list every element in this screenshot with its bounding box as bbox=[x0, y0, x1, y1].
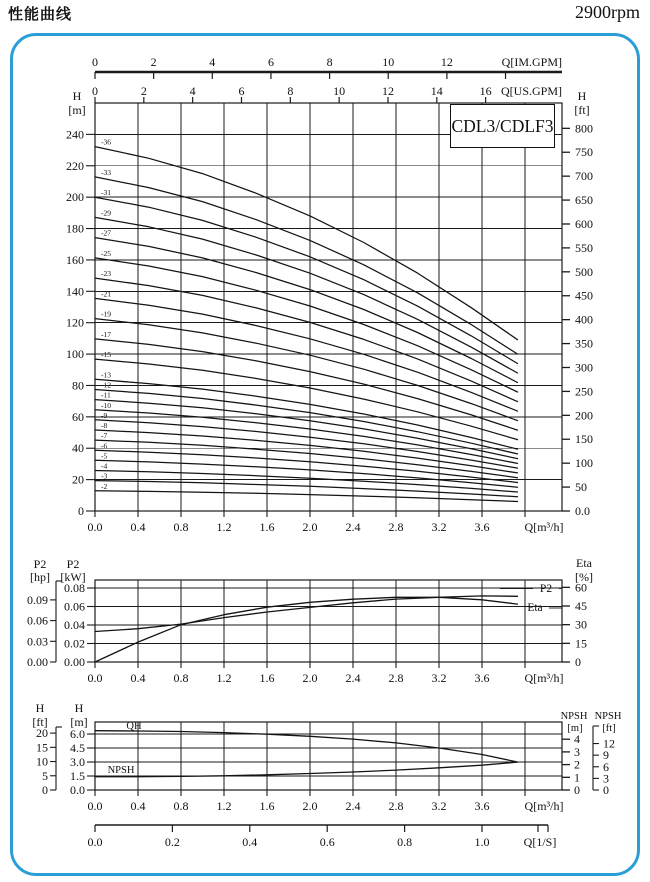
pe-grid bbox=[95, 580, 562, 662]
svg-text:0.04: 0.04 bbox=[64, 618, 85, 632]
svg-text:3.6: 3.6 bbox=[474, 520, 490, 534]
svg-text:2.4: 2.4 bbox=[345, 799, 361, 813]
svg-text:0.0: 0.0 bbox=[575, 504, 590, 518]
svg-text:50: 50 bbox=[575, 480, 587, 495]
svg-text:6: 6 bbox=[603, 759, 609, 774]
svg-text:500: 500 bbox=[575, 264, 593, 279]
head-curve-25 bbox=[95, 258, 518, 392]
svg-text:4: 4 bbox=[189, 84, 196, 98]
svg-text:8: 8 bbox=[287, 84, 294, 98]
np-curve-labels bbox=[108, 721, 142, 776]
svg-text:2.8: 2.8 bbox=[388, 799, 404, 813]
svg-text:[ft]: [ft] bbox=[602, 723, 616, 734]
svg-text:Q[1/S]: Q[1/S] bbox=[523, 835, 557, 849]
svg-text:-27: -27 bbox=[101, 228, 111, 238]
pe-curves bbox=[95, 596, 518, 662]
svg-text:9: 9 bbox=[603, 748, 609, 763]
us-gpm-axis bbox=[92, 84, 562, 103]
svg-text:2: 2 bbox=[150, 55, 157, 69]
svg-text:Eta: Eta bbox=[527, 602, 543, 614]
svg-text:12: 12 bbox=[603, 736, 615, 751]
np-curves bbox=[95, 731, 518, 777]
svg-text:-4: -4 bbox=[101, 461, 108, 471]
np-x-axis bbox=[88, 790, 564, 813]
svg-text:5: 5 bbox=[42, 768, 48, 783]
svg-text:H: H bbox=[72, 89, 82, 103]
svg-text:3.2: 3.2 bbox=[431, 799, 447, 813]
svg-text:-11: -11 bbox=[101, 390, 111, 400]
qh-npsh-chart bbox=[32, 701, 621, 813]
npsh-m-axis bbox=[561, 711, 588, 797]
svg-text:-36: -36 bbox=[101, 137, 111, 147]
svg-text:140: 140 bbox=[66, 284, 84, 299]
svg-text:100: 100 bbox=[66, 347, 84, 362]
svg-text:300: 300 bbox=[575, 360, 593, 375]
svg-text:[m]: [m] bbox=[68, 103, 86, 117]
svg-text:H: H bbox=[74, 701, 84, 715]
svg-text:0.0: 0.0 bbox=[70, 783, 85, 797]
svg-text:3: 3 bbox=[603, 771, 609, 786]
svg-text:-5: -5 bbox=[101, 451, 108, 461]
svg-text:-8: -8 bbox=[101, 421, 108, 431]
svg-text:40: 40 bbox=[72, 441, 84, 456]
svg-text:[hp]: [hp] bbox=[30, 570, 50, 584]
h-ft-axis-bottom bbox=[32, 701, 62, 797]
svg-text:8: 8 bbox=[326, 55, 333, 69]
svg-text:3.2: 3.2 bbox=[431, 520, 447, 534]
model-badge: CDL3/CDLF3 bbox=[450, 104, 555, 148]
svg-text:12: 12 bbox=[440, 55, 453, 69]
p2-curve bbox=[95, 596, 518, 632]
svg-text:-17: -17 bbox=[101, 329, 111, 339]
svg-text:0.8: 0.8 bbox=[173, 520, 189, 534]
svg-text:[kW]: [kW] bbox=[60, 570, 86, 584]
svg-text:0: 0 bbox=[78, 504, 84, 518]
svg-text:-7: -7 bbox=[101, 431, 108, 441]
npsh-ft-axis bbox=[593, 711, 622, 797]
svg-text:-29: -29 bbox=[101, 208, 111, 218]
svg-text:Q[IM.GPM]: Q[IM.GPM] bbox=[501, 55, 562, 69]
svg-text:0.03: 0.03 bbox=[27, 634, 48, 649]
svg-text:800: 800 bbox=[575, 121, 593, 136]
head-curve-33 bbox=[95, 177, 518, 354]
svg-text:45: 45 bbox=[575, 599, 587, 614]
svg-text:0.2: 0.2 bbox=[164, 835, 180, 849]
svg-text:Q[m³/h]: Q[m³/h] bbox=[524, 671, 564, 685]
svg-text:-9: -9 bbox=[101, 410, 108, 420]
svg-text:0.0: 0.0 bbox=[87, 835, 103, 849]
svg-text:2.4: 2.4 bbox=[345, 671, 361, 685]
svg-text:12: 12 bbox=[381, 84, 394, 98]
svg-text:[m]: [m] bbox=[70, 715, 88, 729]
svg-text:[ft]: [ft] bbox=[32, 715, 48, 729]
svg-text:10: 10 bbox=[382, 55, 395, 69]
svg-text:-6: -6 bbox=[101, 441, 108, 451]
svg-text:1.6: 1.6 bbox=[259, 799, 275, 813]
svg-text:3.0: 3.0 bbox=[70, 755, 85, 770]
svg-text:0.02: 0.02 bbox=[64, 636, 85, 651]
svg-text:15: 15 bbox=[575, 636, 587, 651]
svg-text:1.5: 1.5 bbox=[70, 769, 85, 784]
h-m-axis-bottom bbox=[70, 701, 95, 797]
svg-text:0: 0 bbox=[92, 84, 98, 98]
svg-text:250: 250 bbox=[575, 384, 593, 399]
head-curve-36 bbox=[95, 147, 518, 340]
svg-text:0.06: 0.06 bbox=[27, 613, 48, 628]
svg-text:-25: -25 bbox=[101, 248, 111, 258]
main-grid bbox=[95, 103, 562, 511]
svg-text:0.0: 0.0 bbox=[87, 520, 103, 534]
svg-text:3.6: 3.6 bbox=[474, 799, 490, 813]
svg-text:10: 10 bbox=[333, 84, 346, 98]
svg-text:0.4: 0.4 bbox=[130, 799, 146, 813]
svg-text:0.4: 0.4 bbox=[130, 520, 146, 534]
svg-text:100: 100 bbox=[575, 456, 593, 471]
svg-text:3.2: 3.2 bbox=[431, 671, 447, 685]
svg-text:150: 150 bbox=[575, 432, 593, 447]
rpm-label: 2900rpm bbox=[575, 2, 640, 22]
power-efficiency-chart bbox=[27, 556, 593, 685]
svg-text:Q[US.GPM]: Q[US.GPM] bbox=[500, 84, 562, 98]
svg-text:1.2: 1.2 bbox=[216, 520, 232, 534]
svg-text:550: 550 bbox=[575, 240, 593, 255]
svg-text:6: 6 bbox=[267, 55, 274, 69]
p2-kw-axis bbox=[60, 557, 95, 669]
svg-text:Eta: Eta bbox=[576, 556, 592, 570]
svg-text:10: 10 bbox=[36, 754, 48, 769]
svg-text:350: 350 bbox=[575, 336, 593, 351]
svg-text:240: 240 bbox=[66, 127, 84, 142]
svg-text:450: 450 bbox=[575, 288, 593, 303]
svg-text:0.08: 0.08 bbox=[64, 581, 85, 595]
svg-text:0: 0 bbox=[42, 783, 48, 797]
svg-text:2.0: 2.0 bbox=[302, 520, 318, 534]
svg-text:2.0: 2.0 bbox=[302, 799, 318, 813]
h-m-axis bbox=[66, 89, 95, 518]
svg-text:60: 60 bbox=[575, 580, 587, 595]
svg-text:0: 0 bbox=[92, 55, 98, 69]
svg-text:2: 2 bbox=[140, 84, 147, 98]
svg-text:400: 400 bbox=[575, 312, 593, 327]
svg-text:0.00: 0.00 bbox=[64, 655, 85, 669]
eta-curve bbox=[95, 597, 518, 662]
svg-text:H: H bbox=[35, 701, 45, 715]
svg-text:-12: -12 bbox=[101, 380, 111, 390]
head-curve-19 bbox=[95, 319, 518, 421]
svg-text:0.4: 0.4 bbox=[242, 835, 258, 849]
svg-text:60: 60 bbox=[72, 409, 84, 424]
svg-text:[%]: [%] bbox=[575, 570, 593, 584]
svg-text:750: 750 bbox=[575, 145, 593, 160]
svg-text:NPSH: NPSH bbox=[594, 711, 622, 722]
svg-text:1: 1 bbox=[574, 770, 580, 785]
svg-text:1.2: 1.2 bbox=[216, 671, 232, 685]
svg-text:0: 0 bbox=[603, 783, 609, 797]
svg-text:2.8: 2.8 bbox=[388, 671, 404, 685]
svg-text:80: 80 bbox=[72, 378, 84, 393]
svg-text:QH: QH bbox=[126, 721, 142, 732]
svg-text:6: 6 bbox=[238, 84, 245, 98]
qh-curve bbox=[95, 731, 518, 762]
svg-text:220: 220 bbox=[66, 158, 84, 173]
svg-text:0.06: 0.06 bbox=[64, 599, 85, 614]
svg-text:0.0: 0.0 bbox=[87, 671, 103, 685]
svg-text:3.6: 3.6 bbox=[474, 671, 490, 685]
svg-text:NPSH: NPSH bbox=[107, 765, 135, 776]
svg-text:0.0: 0.0 bbox=[87, 799, 103, 813]
svg-text:20: 20 bbox=[36, 726, 48, 741]
svg-text:-21: -21 bbox=[101, 289, 111, 299]
svg-text:-23: -23 bbox=[101, 269, 111, 279]
svg-text:-15: -15 bbox=[101, 350, 111, 360]
svg-text:600: 600 bbox=[575, 216, 593, 231]
svg-text:1.0: 1.0 bbox=[474, 835, 490, 849]
svg-text:-3: -3 bbox=[101, 471, 108, 481]
svg-text:14: 14 bbox=[430, 84, 443, 98]
svg-text:2: 2 bbox=[574, 757, 580, 772]
svg-text:0.4: 0.4 bbox=[130, 671, 146, 685]
svg-text:-13: -13 bbox=[101, 370, 111, 380]
svg-text:Q[m³/h]: Q[m³/h] bbox=[524, 520, 564, 534]
head-curve-27 bbox=[95, 238, 518, 383]
eta-axis bbox=[562, 556, 593, 669]
svg-text:2.8: 2.8 bbox=[388, 520, 404, 534]
head-curve-9 bbox=[95, 420, 518, 468]
svg-text:0.00: 0.00 bbox=[27, 655, 48, 669]
svg-text:4: 4 bbox=[209, 55, 216, 69]
svg-text:180: 180 bbox=[66, 221, 84, 236]
svg-text:1.2: 1.2 bbox=[216, 799, 232, 813]
svg-text:3: 3 bbox=[574, 744, 580, 759]
svg-text:P2: P2 bbox=[33, 557, 47, 571]
svg-text:6.0: 6.0 bbox=[70, 727, 85, 742]
svg-text:200: 200 bbox=[66, 190, 84, 205]
svg-text:Q[m³/h]: Q[m³/h] bbox=[524, 799, 564, 813]
svg-text:H: H bbox=[577, 89, 587, 103]
svg-text:2.4: 2.4 bbox=[345, 520, 361, 534]
svg-text:700: 700 bbox=[575, 169, 593, 184]
svg-text:20: 20 bbox=[72, 472, 84, 487]
page-title: 性能曲线 bbox=[8, 5, 73, 23]
svg-text:-19: -19 bbox=[101, 309, 111, 319]
svg-text:0.09: 0.09 bbox=[27, 592, 48, 607]
svg-text:-10: -10 bbox=[101, 400, 111, 410]
svg-text:-2: -2 bbox=[101, 481, 108, 491]
im-gpm-axis bbox=[92, 55, 562, 79]
svg-text:30: 30 bbox=[575, 617, 587, 632]
head-curve-2 bbox=[95, 491, 518, 502]
svg-text:0: 0 bbox=[574, 783, 580, 797]
h-ft-axis bbox=[562, 89, 593, 518]
svg-text:0.8: 0.8 bbox=[173, 799, 189, 813]
svg-text:0.6: 0.6 bbox=[319, 835, 335, 849]
head-curve-5 bbox=[95, 460, 518, 487]
svg-text:15: 15 bbox=[36, 740, 48, 755]
svg-text:0.8: 0.8 bbox=[397, 835, 413, 849]
svg-text:650: 650 bbox=[575, 193, 593, 208]
svg-text:160: 160 bbox=[66, 252, 84, 267]
svg-text:0: 0 bbox=[575, 655, 581, 669]
svg-text:120: 120 bbox=[66, 315, 84, 330]
svg-text:-33: -33 bbox=[101, 167, 111, 177]
npsh-curve bbox=[95, 762, 518, 777]
svg-text:[m]: [m] bbox=[567, 723, 583, 734]
head-curves bbox=[95, 138, 518, 502]
pe-x-axis bbox=[88, 662, 564, 685]
svg-text:4.5: 4.5 bbox=[70, 741, 85, 756]
svg-text:4: 4 bbox=[574, 732, 580, 747]
main-x-axis bbox=[88, 511, 564, 534]
svg-text:-31: -31 bbox=[101, 188, 111, 198]
svg-text:P2: P2 bbox=[66, 557, 80, 571]
svg-text:1.6: 1.6 bbox=[259, 671, 275, 685]
svg-text:0.8: 0.8 bbox=[173, 671, 189, 685]
svg-text:P2: P2 bbox=[539, 583, 553, 595]
p2-hp-axis bbox=[27, 557, 62, 669]
svg-text:200: 200 bbox=[575, 408, 593, 423]
svg-text:1.6: 1.6 bbox=[259, 520, 275, 534]
svg-text:NPSH: NPSH bbox=[560, 711, 588, 722]
svg-text:16: 16 bbox=[479, 84, 492, 98]
lps-axis bbox=[88, 825, 557, 849]
svg-text:2.0: 2.0 bbox=[302, 671, 318, 685]
svg-text:[ft]: [ft] bbox=[574, 103, 590, 117]
